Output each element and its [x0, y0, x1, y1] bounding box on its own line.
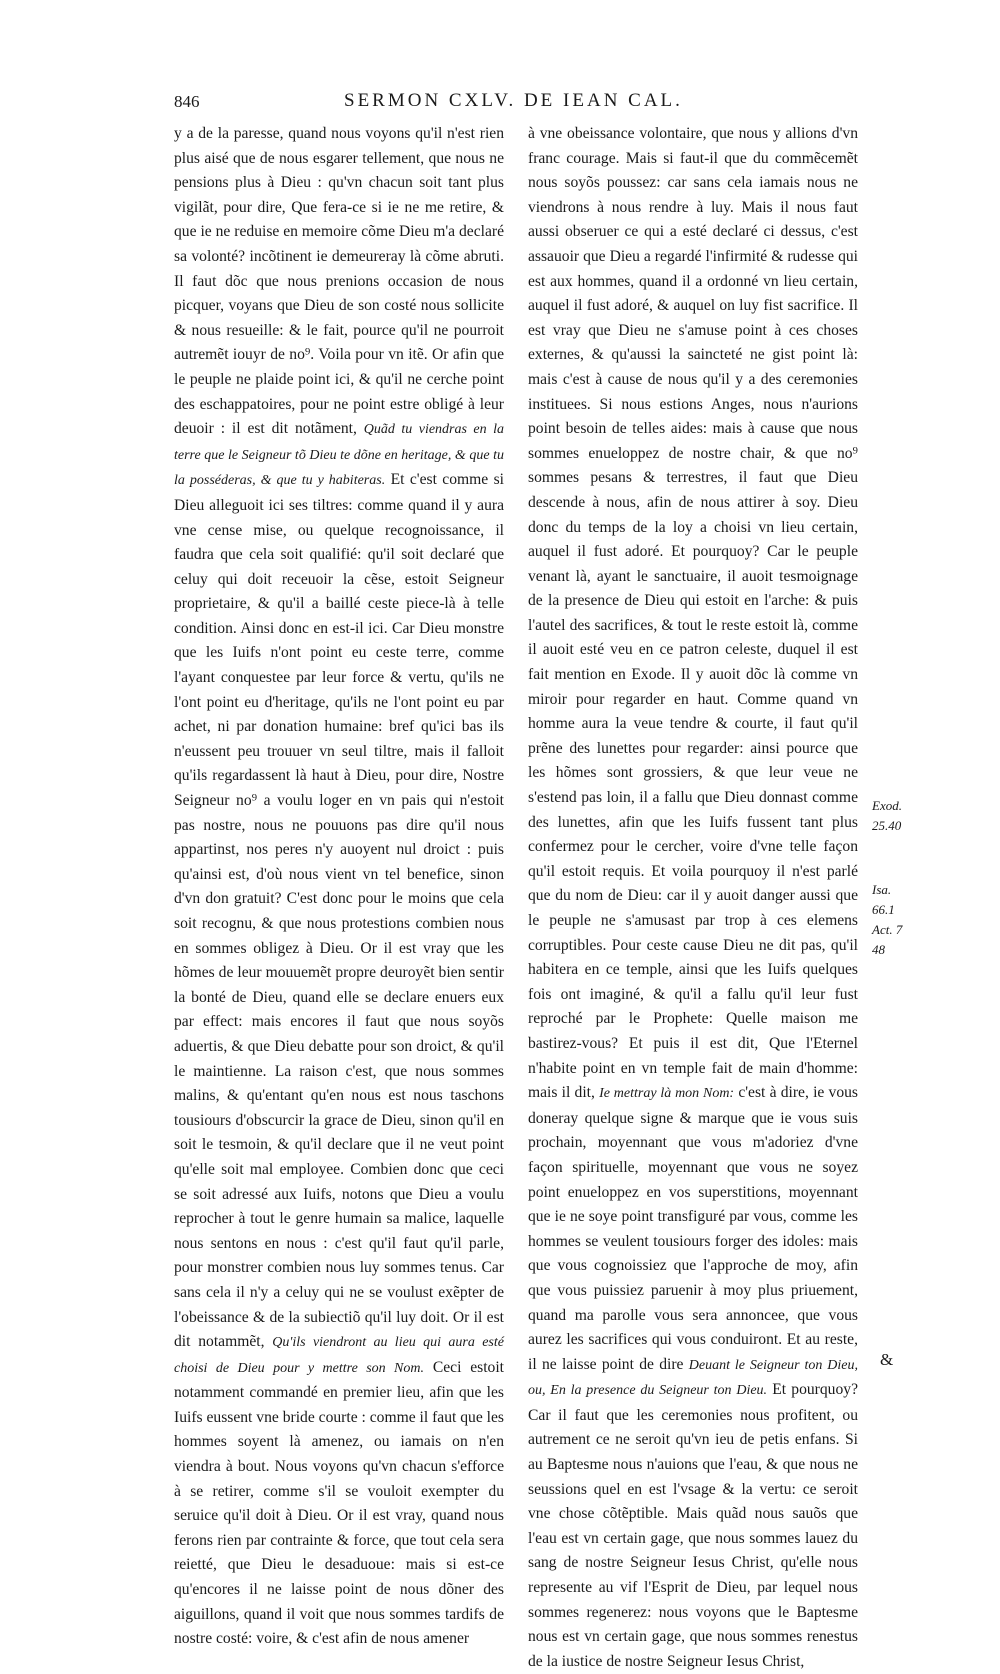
margin-note-acts: Act. 7	[872, 922, 903, 937]
body-text: y a de la paresse, quand nous voyons qu'il n'est rien plus aisé que de nous esgarer tellement, que nous ne pensions plus à Dieu : qu'vn chacun soit tant plus vigilãt, pour dire, Que fera-ce si ie ne me retire, & que ie ne reduise en memoire cõme Dieu m'a declaré sa volonté? incõtinent ie demeureray là cõme abruti. Il faut dõc que nous prenions occasion de nous picquer, voyans que Dieu de son costé nous sollicite & nous resueille: & le fait, pource qu'il ne pourroit autremẽt iouyr de no⁹. Voila pour vn itẽ. Or afin que le peuple ne plaide point ici, & qu'il ne cerche point des eschappatoires, pour ne point estre obligé à leur deuoir : il est dit notãment,	[174, 125, 504, 438]
margin-note-exodus: Exod.	[872, 798, 902, 813]
paragraph	[174, 122, 504, 1652]
body-text: c'est à dire, ie vous doneray quelque signe & marque que ie vous suis prochain, moyennant que vous m'adoriez d'vne façon spirituelle, moyennant que vous ne soyez point enueloppez en vos superstitions, moyennant que ie ne soye point transfiguré par vous, comme les hommes se veulent tousiours forger des idoles: mais que vous cognoissiez que l'approche de moy, afin que vous puissiez paruenir à moy plus priuement, quand ma parolle vous sera annoncee, que vous aurez les sacrifices qui vous conduiront. Et au reste, il ne laisse point de dire	[528, 1084, 858, 1373]
scripture-quote: Qu'ils viendront au lieu qui aura esté choisi de Dieu pour y mettre son Nom.	[174, 1335, 504, 1376]
margin-note-acts-ref: 48	[872, 942, 885, 957]
margin-note-isaiah: Isa.	[872, 882, 892, 897]
body-text: Ceci estoit notamment commandé en premier lieu, afin que les Iuifs eussent vne bride courte : comme il faut que les hommes soyent là amenez, ou iamais on n'en viendra à bout. Nous voyons qu'vn chacun s'efforce à se retirer, comme s'il se vouloit exempter du seruice qu'il doit à Dieu. Or il est vray, quand nous ferons rien par contrainte & force, que tout cela sera reietté, que Dieu le desaduoue: mais si est-ce qu'encores il ne laisse point de nous dõner des aiguillons, quand il voit que nous sommes tardifs de nostre costé: voire, & c'est afin de nous amener	[174, 1358, 504, 1648]
scripture-quote: Quãd tu viendras en la terre que le Seigneur tõ Dieu te dõne en heritage, & que tu la posséderas, & que tu y habiteras.	[174, 422, 504, 489]
page-number: 846	[174, 92, 200, 111]
scripture-quote: Ie mettray là mon Nom:	[599, 1086, 735, 1102]
right-column	[528, 122, 858, 1674]
margin-note-exodus-ref: 25.40	[872, 818, 902, 833]
scripture-quote: Deuant le Seigneur ton Dieu, ou, En la presence du Seigneur ton Dieu.	[528, 1357, 858, 1399]
body-text: Et c'est comme si Dieu alleguoit ici ses tiltres: comme quand il y aura vne cense mise, ou quelque recognoissance, il faudra que cela soit qualifié: qu'il soit declaré que celuy qui doit receuoir la cẽse, estoit Seigneur proprietaire, & qu'il a baillé ceste piece-là à telle condition. Ainsi donc en est-il ici. Car Dieu monstre que les Iuifs n'ont point eu ceste terre, comme l'ayant conquestee par leur force & vertu, qu'ils ne l'ont point eu d'heritage, qu'ils ne l'ont point eu par achet, ni par donation humaine: bref qu'ici bas ils n'eussent peu trouuer vn seul tiltre, mais il falloit qu'ils regardassent là haut à Dieu, pour dire, Nostre Seigneur no⁹ a voulu loger en vn pais qui n'estoit pas nostre, nous ne pouuons pas dire qu'il nous appartinst, nos peres n'y auoyent nul droict : puis qu'ainsi est, d'où nous vient vn tel benefice, sinon d'vn don gratuit? C'est donc pour le moins que cela soit recognu, & que nous protestions combien nous en sommes obligez à Dieu. Or il est vray que les hõmes de leur mouuemẽt propre deuroyẽt bien sentir la bonté de Dieu, quand elle se declare enuers eux par effect: mais encores il faut que nous soyõs aduertis, & que Dieu debatte pour son droict, & qu'il le maintienne. La raison c'est, que nous sommes malins, & qu'entant qu'en nous est nous taschons tousiours d'obscurcir la grace de Dieu, sinon qu'il en soit le tesmoin, & qu'il declare que il ne veut point qu'elle soit mal employee. Combien donc que ceci se soit adressé aux Iuifs, notons que Dieu a voulu reprocher à tout le genre humain sa malice, laquelle nous sentons en nous : c'est qu'il faut qu'il parle, pour monstrer combien nous luy sommes tenus. Car sans cela il n'y a celuy qui ne se voulust exẽpter de l'obeissance & de la subiectiõ qu'il luy doit. Or il est dit notammẽt,	[174, 471, 505, 1351]
left-column	[174, 122, 504, 1652]
paragraph	[528, 122, 858, 1674]
body-text: à vne obeissance volontaire, que nous y allions d'vn franc courage. Mais si faut-il que du commẽcemẽt nous soyõs poussez: car sans cela iamais nous ne viendrons à nous rendre à luy. Mais il nous faut aussi obseruer ce qui a esté declaré ci dessus, c'est assauoir que Dieu a regardé l'infirmité & rudesse qui est aux hommes, quand il a ordonné vn lieu certain, auquel il fust adoré, & auquel on luy fist sacrifice. Il est vray que Dieu ne s'amuse point à ces choses externes, & qu'aussi la saincteté ne gist point là: mais c'est à cause de nous qu'il y a des ceremonies instituees. Si nous estions Anges, nous n'aurions point besoin de telles aides: mais à cause que nous sommes enueloppez de nostre chair, & que no⁹ sommes pesans & terrestres, il faut que Dieu descende à nous, afin de nous attirer à soy. Dieu donc du temps de la loy a choisi vn lieu certain, auquel il fust adoré. Et pourquoy? Car le peuple venant là, ayant le sanctuaire, il auoit tesmoignage de la presence de Dieu qui estoit en l'arche: & puis l'autel des sacrifices, & tout le reste estoit là, comme il auoit esté veu en ce patron celeste, duquel il est fait mention en Exode. Il y auoit dõc là comme vn miroir pour regarder en haut. Comme quand vn homme aura la veue tendre & courte, il faut qu'il prẽne des lunettes pour regarder: ainsi pource que les hõmes sont grossiers, & que leur veue ne s'estend pas loin, il a fallu que Dieu donnast comme des lunettes, afin que les Iuifs fussent tant plus confermez pour le cercher, voire d'vne telle façon qu'il estoit requis. Et voila pourquoy il n'est parlé que du nom de Dieu: car il y auoit danger aussi que le peuple ne s'amusast par trop à ces elemens corruptibles. Pour ceste cause Dieu ne dit pas, qu'il habitera en ce temple, ainsi que les Iuifs quelques fois ont imaginé, & qu'il a fallu qu'il leur fust reproché par le Prophete: Quelle maison me bastirez-vous? Et puis il est dit, Que l'Eternel n'habite point en vn temple fait de main d'homme: mais il dit,	[528, 125, 858, 1102]
catchword: &	[880, 1350, 894, 1369]
margin-note-isaiah-ref: 66.1	[872, 902, 895, 917]
body-text: Et pourquoy? Car il faut que les ceremonies nous profitent, ou autrement ce ne seroit qu'vn ieu de petis enfans. Si au Baptesme nous n'auions que l'eau, & que nous ne seussions quel en est l'vsage & la vertu: ce seroit vne chose cõtẽptible. Mais quãd nous sauõs que l'eau est vn certain gage, que nous sommes lauez du sang de nostre Seigneur Iesus Christ, qu'elle nous represente au vif l'Esprit de Dieu, par lequel nous sommes regenerez: nous voyons que le Baptesme nous est vn certain gage, que nous sommes renestus de la iustice de nostre Seigneur Iesus Christ,	[528, 1381, 858, 1670]
running-head: SERMON CXLV. DE IEAN CAL.	[344, 90, 683, 111]
